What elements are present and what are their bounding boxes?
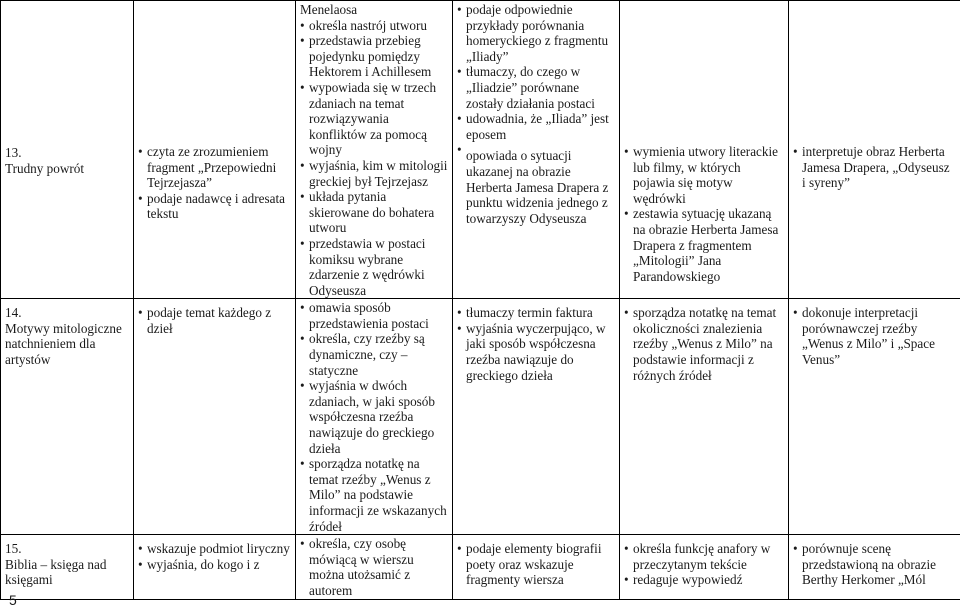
req-cell-very-good [620, 535, 789, 599]
topic-cell [1, 535, 134, 599]
table-row [1, 535, 960, 599]
list-item: • omawia sposób przedstawienia postaci [300, 300, 448, 331]
topic-label: 13. Trudny powrót [5, 145, 85, 176]
list-item: • tłumaczy, do czego w „Iliadzie” porównane zostały działania postaci [457, 64, 615, 111]
list-item: • wypowiada się w trzech zdaniach na temat rozwiązywania konfliktów za pomocą wojny [300, 80, 448, 158]
req-cell-excellent [789, 299, 960, 535]
req-cell-excellent [789, 1, 960, 299]
req-cell-excellent [789, 535, 960, 599]
list-item: • interpretuje obraz Herberta Jamesa Drapera, „Odyseusz i syreny” [793, 144, 956, 191]
req-cell-basic [134, 535, 296, 599]
list-item: • podaje elementy biografii poety oraz wskazuje fragmenty wiersza [457, 541, 615, 588]
req-cell-very-good [620, 1, 789, 299]
req-cell-basic [134, 1, 296, 299]
req-cell-sufficient [296, 535, 453, 599]
list-item: • sporządza notatkę na temat rzeźby „Wenus z Milo” na podstawie informacji ze wskazanych źródeł [300, 456, 448, 534]
topic-label: 14. Motywy mitologiczne natchnieniem dla artystów [5, 305, 122, 368]
list-item: • czyta ze zrozumieniem fragment „Przepowiedni Tejrzejasza” [138, 144, 291, 191]
list-item: • sporządza notatkę na temat okoliczności znalezienia rzeźby „Wenus z Milo” na podstawie informacji z różnych źródeł [624, 305, 784, 383]
topic-cell [1, 1, 134, 299]
req-cell-good [453, 1, 620, 299]
list-item: • podaje nadawcę i adresata tekstu [138, 191, 291, 222]
list-item: • wyjaśnia, do kogo i z [138, 557, 291, 573]
list-item: • opowiada o sytuacji ukazanej na obrazie Herberta Jamesa Drapera z punktu widzenia jednego z towarzyszy Odyseusza [457, 142, 615, 226]
list-item: • redaguje wypowiedź [624, 572, 784, 588]
list-item: • określa nastrój utworu [300, 18, 448, 34]
list-item: • wymienia utwory literackie lub filmy, w których pojawia się motyw wędrówki [624, 144, 784, 206]
list-item: • tłumaczy termin faktura [457, 305, 615, 321]
req-cell-very-good [620, 299, 789, 535]
table-row [1, 1, 960, 299]
list-item: • podaje odpowiednie przykłady porównania homeryckiego z fragmentu „Iliady” [457, 2, 615, 64]
topic-cell [1, 299, 134, 535]
req-cell-good [453, 535, 620, 599]
list-item: • przedstawia w postaci komiksu wybrane zdarzenie z wędrówki Odyseusza [300, 236, 448, 298]
table-row [1, 299, 960, 535]
list-item: • wyjaśnia, kim w mitologii greckiej był Tejrzejasz [300, 158, 448, 189]
list-item: • wyjaśnia w dwóch zdaniach, w jaki sposób współczesna rzeźba nawiązuje do greckiego dzieła [300, 378, 448, 456]
req-cell-sufficient [296, 1, 453, 299]
list-item: • udowadnia, że „Iliada” jest eposem [457, 111, 615, 142]
list-item: • podaje temat każdego z dzieł [138, 305, 291, 336]
req-cell-basic [134, 299, 296, 535]
list-item: • określa funkcję anafory w przeczytanym tekście [624, 541, 784, 572]
list-item: Menelaosa [300, 2, 358, 17]
list-item: • określa, czy rzeźby są dynamiczne, czy – statyczne [300, 331, 448, 378]
list-item: • układa pytania skierowane do bohatera utworu [300, 189, 448, 236]
list-item: • dokonuje interpretacji porównawczej rzeźby „Wenus z Milo” i „Space Venus” [793, 305, 956, 367]
list-item: • określa, czy osobę mówiącą w wierszu można utożsamić z autorem [300, 536, 448, 598]
req-cell-sufficient [296, 299, 453, 535]
list-item: • przedstawia przebieg pojedynku pomiędzy Hektorem i Achillesem [300, 33, 448, 80]
req-cell-good [453, 299, 620, 535]
list-item: • wskazuje podmiot liryczny [138, 541, 291, 557]
list-item: • porównuje scenę przedstawioną na obrazie Berthy Herkomer „Mól [793, 541, 956, 588]
topic-label: 15. Biblia – księga nad księgami [5, 541, 107, 588]
list-item: • zestawia sytuację ukazaną na obrazie Herberta Jamesa Drapera z fragmentem „Mitologii” Jana Parandowskiego [624, 206, 784, 284]
list-item: • wyjaśnia wyczerpująco, w jaki sposób współczesna rzeźba nawiązuje do greckiego dzieła [457, 321, 615, 383]
page-number: 5 [9, 592, 17, 608]
